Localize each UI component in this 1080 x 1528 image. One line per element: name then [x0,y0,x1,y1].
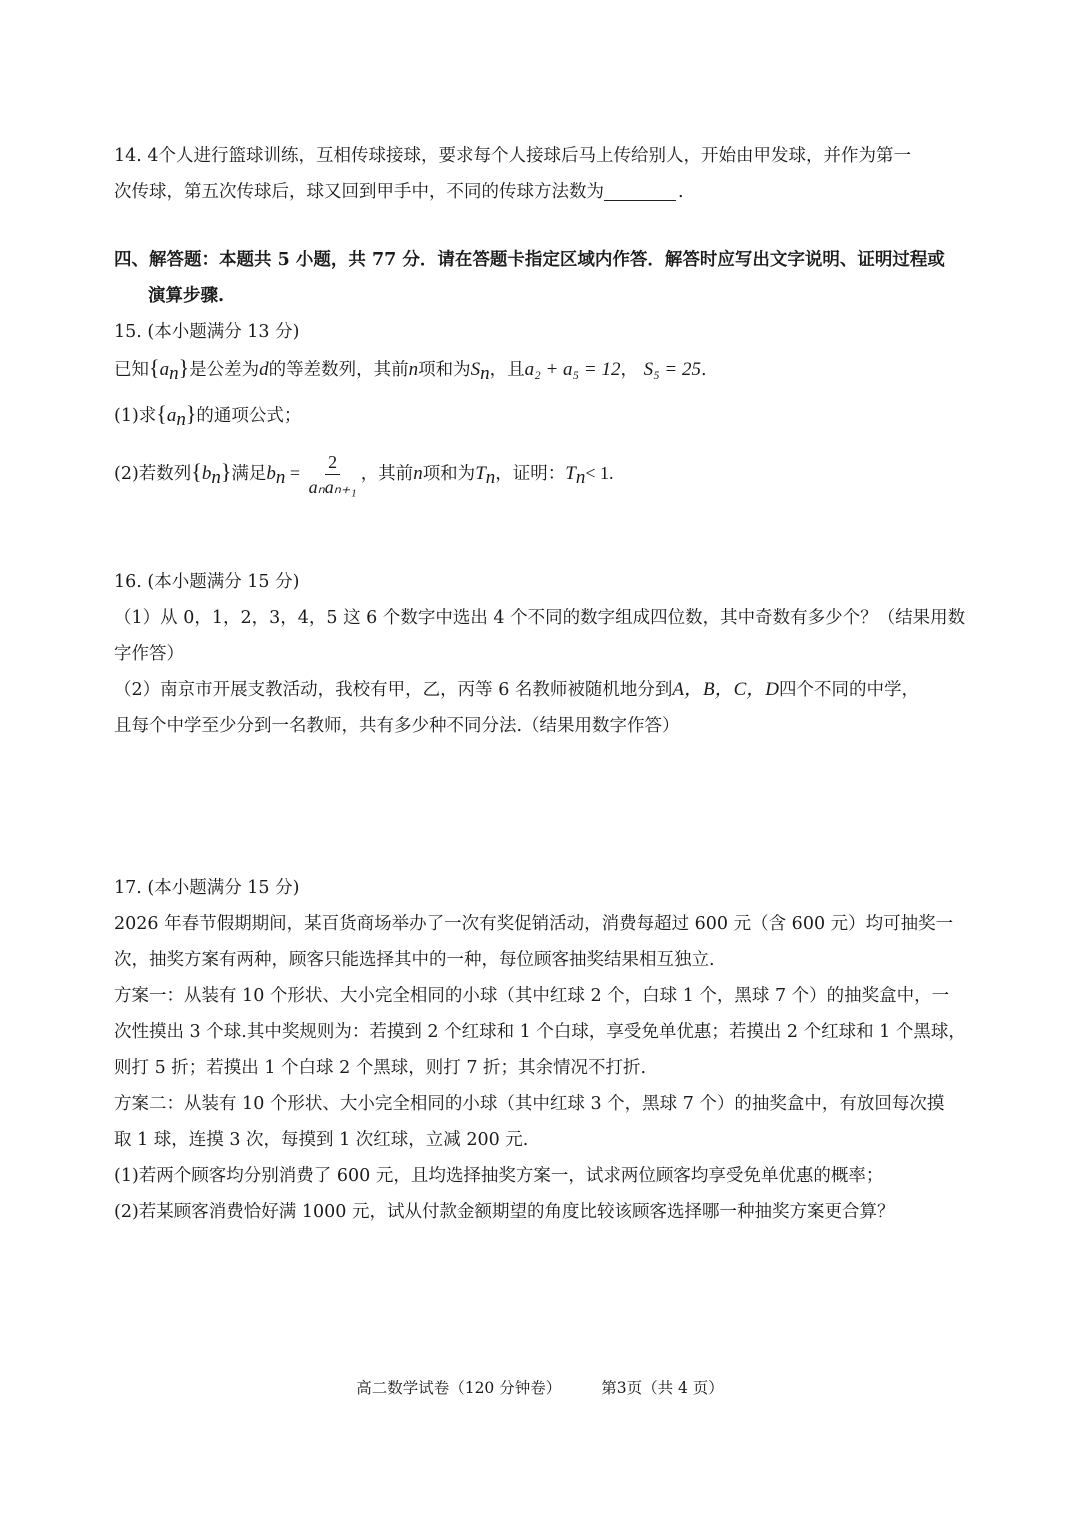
footer-exam-title: 高二数学试卷（120 分钟卷） [356,1379,562,1397]
q16-p2-line-2: 且每个中学至少分到一名教师，共有多少种不同分法.（结果用数字作答） [114,716,680,736]
q17-header: 17. (本小题满分 15 分) [114,878,300,898]
q15-d: d [259,359,269,380]
q15-n: n [408,359,419,380]
q15-stem-end: . [701,360,707,380]
q17-line-8: (1)若两个顾客均分别消费了 600 元，且均选择抽奖方案一，试求两位顾客均享受免单优惠的概率； [114,1166,884,1186]
q16-p1-line-1: （1）从 0，1，2，3，4，5 这 6 个数字中选出 4 个不同的数字组成四位数，其中奇数有多少个？（结果用数 [114,608,966,628]
q14-line-2 [114,174,974,210]
q15-part-1 [114,396,974,438]
q15-p1-brace-close: } [185,401,197,426]
q15-p1-post: 的通项公式； [196,406,302,426]
question-14 [114,138,974,210]
q15-header: 15. (本小题满分 13 分) [114,322,300,342]
q15-seq-sub: n [169,363,179,384]
q15-p2-bn-sub: n [275,467,286,488]
q15-stem-mid4: ，且 [489,360,525,380]
q15-eq1: a₂ + a₅ = 12 [524,359,621,380]
q15-fraction [309,450,357,499]
section-4-heading [114,242,974,314]
q16-p2-line-1 [114,672,974,708]
q15-p2-ineq: < 1. [585,463,614,483]
footer-page-number: 第3页（共 4 页） [601,1379,724,1397]
q17-line-1: 2026 年春节假期期间，某百货商场举办了一次有奖促销活动，消费每超过 600 元（含 600 元）均可抽奖一 [114,914,954,934]
q15-p1-a: a [166,405,177,426]
page-footer [0,1376,1080,1398]
q15-p2-bn: b [266,463,276,484]
question-16 [114,564,974,744]
q15-p2-mid2: ，其前 [360,464,414,484]
q15-stem-mid2: 的等差数列，其前 [268,360,409,380]
section-4-line-1: 四、解答题：本题共 5 小题，共 77 分．请在答题卡指定区域内作答．解答时应写出文字说明、证明过程或 [114,250,945,270]
q15-p2-T2-sub: n [575,467,586,488]
q15-p2-mid3: 项和为 [422,464,476,484]
answer-blank[interactable] [604,180,676,201]
q17-line-6: 方案二：从装有 10 个形状、大小完全相同的小球（其中红球 3 个，黑球 7 个）的抽奖盒中，有放回每次摸 [114,1094,945,1114]
q15-part-2 [114,442,974,508]
q17-line-7: 取 1 球，连摸 3 次，每摸到 1 次红球，立减 200 元. [114,1130,529,1150]
q16-p2-letters: A，B，C，D [672,679,780,700]
q14-line-2-text: 次传球，第五次传球后，球又回到甲手中，不同的传球方法数为 [114,182,604,202]
q15-p2-T-sub: n [485,467,496,488]
question-15 [114,314,974,508]
q15-sep: ， [620,360,638,380]
q17-line-2: 次，抽奖方案有两种，顾客只能选择其中的一种，每位顾客抽奖结果相互独立. [114,950,715,970]
q15-p2-n: n [413,463,423,484]
q15-p2-b-sub: n [211,467,221,488]
q15-S: S [470,359,481,380]
q15-stem [114,350,974,392]
q15-frac-num: 2 [325,450,340,475]
question-17 [114,870,974,1230]
q15-eq2: S₅ = 25 [643,359,701,380]
q15-brace-close: } [178,355,190,380]
q15-p2-mid1: 满足 [231,464,267,484]
q15-brace-open: { [149,355,160,380]
q15-p1-pre: (1)求 [114,406,157,426]
q15-p2-brace-close: } [220,459,232,484]
q15-p2-brace-open: { [191,459,202,484]
q15-p2-T2: T [565,463,576,484]
q15-stem-mid1: 是公差为 [189,360,260,380]
q16-p2-pre: （2）南京市开展支教活动，我校有甲，乙，丙等 6 名教师被随机地分到 [114,680,673,700]
q17-line-9: (2)若某顾客消费恰好满 1000 元，试从付款金额期望的角度比较该顾客选择哪一种抽奖方案更合算？ [114,1202,895,1222]
q15-frac-den: aₙaₙ₊₁ [308,477,357,497]
q15-p2-eq: = [285,463,305,483]
q15-p2-T: T [475,463,486,484]
q15-seq-a: a [159,359,170,380]
q17-line-3: 方案一：从装有 10 个形状、大小完全相同的小球（其中红球 2 个，白球 1 个，黑球 7 个）的抽奖盒中，一 [114,986,950,1006]
q15-stem-pre: 已知 [114,360,149,380]
q15-p2-pre: (2)若数列 [114,464,192,484]
q14-line-1: 14. 4个人进行篮球训练，互相传球接球，要求每个人接球后马上传给别人，开始由甲发球，并作为第一 [114,146,912,166]
q15-p2-b: b [201,463,212,484]
q15-p2-mid4: ，证明： [495,464,566,484]
q15-S-sub: n [480,363,490,384]
q14-period: . [678,182,684,202]
q15-stem-mid3: 项和为 [418,360,471,380]
q17-line-5: 则打 5 折；若摸出 1 个白球 2 个黑球，则打 7 折；其余情况不打折. [114,1058,647,1078]
q15-p1-sub: n [176,409,186,430]
q16-p1-line-2: 字作答） [114,644,184,664]
q17-line-4: 次性摸出 3 个球.其中奖规则为：若摸到 2 个红球和 1 个白球，享受免单优惠；若摸出 2 个红球和 1 个黑球， [114,1022,966,1042]
q16-p2-post: 四个不同的中学， [779,680,920,700]
q15-p1-brace-open: { [156,401,167,426]
q16-header: 16. (本小题满分 15 分) [114,572,300,592]
section-4-line-2: 演算步骤. [148,286,225,306]
